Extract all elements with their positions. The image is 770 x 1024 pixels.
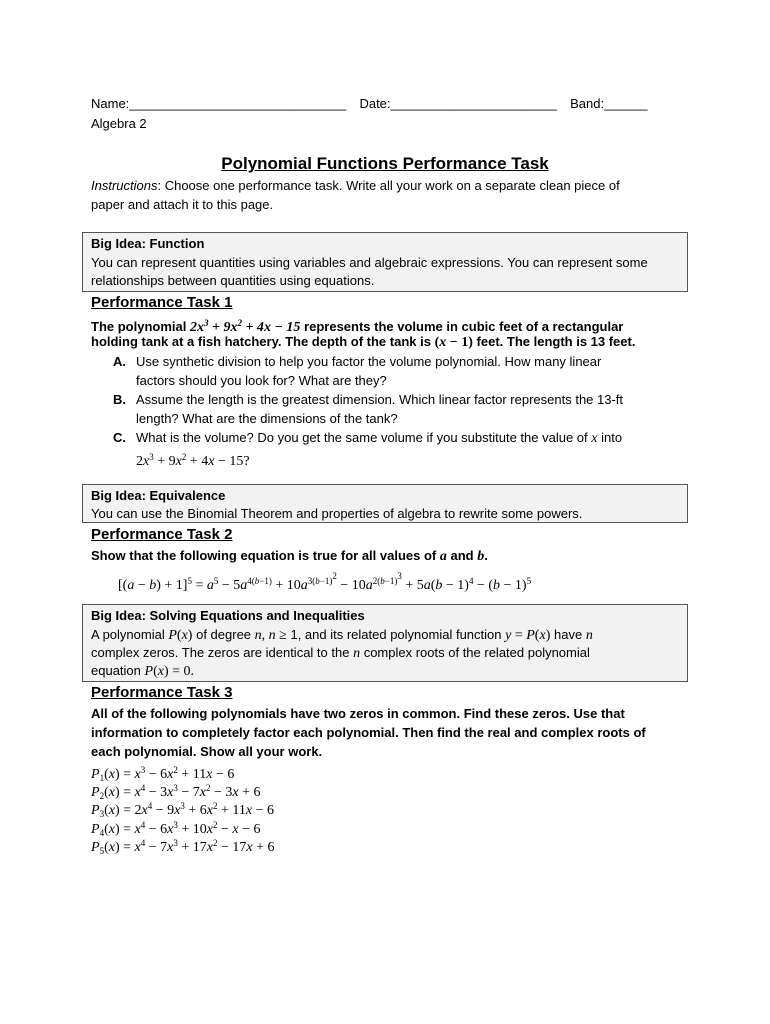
- task1-item-c-line-1: What is the volume? Do you get the same volume if you substitute the value of x into: [136, 430, 623, 446]
- polynomial-p3: $P_3(x) = 2x^4 - 9x^3 + 6x^2 + 11x - 6$: [91, 801, 274, 819]
- big-idea-heading: Big Idea: Solving Equations and Inequalities: [91, 608, 365, 623]
- big-idea-text: complex zeros. The zeros are identical to the n complex roots of the related polynomial: [91, 645, 590, 661]
- big-idea-text: You can use the Binomial Theorem and properties of algebra to rewrite some powers.: [91, 506, 583, 521]
- item-label: A.: [113, 354, 126, 369]
- task1-heading: Performance Task 1: [91, 294, 233, 311]
- item-label: B.: [113, 392, 126, 407]
- page-title: Polynomial Functions Performance Task: [221, 154, 549, 173]
- polynomial-p2: $P_2(x) = x^4 - 3x^3 - 7x^2 - 3x + 6$: [91, 783, 261, 801]
- big-idea-solving-box: [82, 604, 688, 682]
- big-idea-text: relationships between quantities using equations.: [91, 273, 375, 288]
- big-idea-text: A polynomial P(x) of degree n, n ≥ 1, and its related polynomial function y = P(x) have n: [91, 627, 593, 643]
- task1-item-c-line-2: $2x^3 + 9x^2 + 4x - 15$?: [136, 452, 250, 469]
- instructions-label: Instructions: [91, 178, 158, 193]
- task1-item-b-line-1: Assume the length is the greatest dimension. Which linear factor represents the 13-ft: [136, 392, 624, 407]
- big-idea-heading: Big Idea: Function: [91, 236, 205, 251]
- polynomial-p4: $P_4(x) = x^4 - 6x^3 + 10x^2 - x - 6$: [91, 820, 261, 838]
- task1-depth-factor: (x − 1): [434, 335, 473, 350]
- task2-equation: $[(a - b) + 1]^5 = a^5 - 5a^{4(b-1)} + 10a^{3(b-1)^2} - 10a^{2(b-1)^3} + 5a(b - 1)^4 - (b - 1)^5$: [118, 571, 532, 593]
- instructions-line-1: Instructions: Choose one performance task. Write all your work on a separate clean piece of: [91, 178, 620, 193]
- task1-intro-line-2: holding tank at a fish hatchery. The depth of the tank is (x − 1) feet. The length is 13 feet.: [91, 334, 636, 350]
- course-name: Algebra 2: [91, 116, 147, 131]
- task3-text-line-1: All of the following polynomials have two zeros in common. Find these zeros. Use that: [91, 706, 625, 721]
- date-field[interactable]: Date:_______________________: [359, 96, 557, 111]
- task3-heading: Performance Task 3: [91, 684, 233, 701]
- task3-text-line-2: information to completely factor each polynomial. Then find the real and complex roots of: [91, 725, 646, 740]
- task1-item-a-line-1: Use synthetic division to help you factor the volume polynomial. How many linear: [136, 354, 602, 369]
- task1-item-b-line-2: length? What are the dimensions of the tank?: [136, 411, 398, 426]
- polynomial-p1: $P_1(x) = x^3 - 6x^2 + 11x - 6$: [91, 765, 235, 783]
- polynomial-p5: $P_5(x) = x^4 - 7x^3 + 17x^2 - 17x + 6$: [91, 838, 275, 856]
- big-idea-text: equation P(x) = 0.: [91, 663, 195, 679]
- instructions-line-2: paper and attach it to this page.: [91, 197, 274, 212]
- task3-text-line-3: each polynomial. Show all your work.: [91, 744, 323, 759]
- task1-item-a-line-2: factors should you look for? What are they?: [136, 373, 387, 388]
- task2-heading: Performance Task 2: [91, 526, 233, 543]
- big-idea-equivalence-box: [82, 484, 688, 523]
- big-idea-text: You can represent quantities using variables and algebraic expressions. You can represent some: [91, 255, 648, 270]
- band-field[interactable]: Band:______: [570, 96, 648, 111]
- task1-intro-line-1: The polynomial $2x^3 + 9x^2 + 4x - 15$ represents the volume in cubic feet of a rectangular: [91, 318, 624, 335]
- big-idea-heading: Big Idea: Equivalence: [91, 488, 226, 503]
- item-label: C.: [113, 430, 126, 445]
- task1-volume-polynomial: $2x^3 + 9x^2 + 4x - 15$: [189, 318, 301, 335]
- name-field[interactable]: Name:______________________________: [91, 96, 347, 111]
- big-idea-function-box: [82, 232, 688, 292]
- task2-intro: Show that the following equation is true for all values of a and b.: [91, 548, 488, 564]
- header-row: [91, 96, 647, 112]
